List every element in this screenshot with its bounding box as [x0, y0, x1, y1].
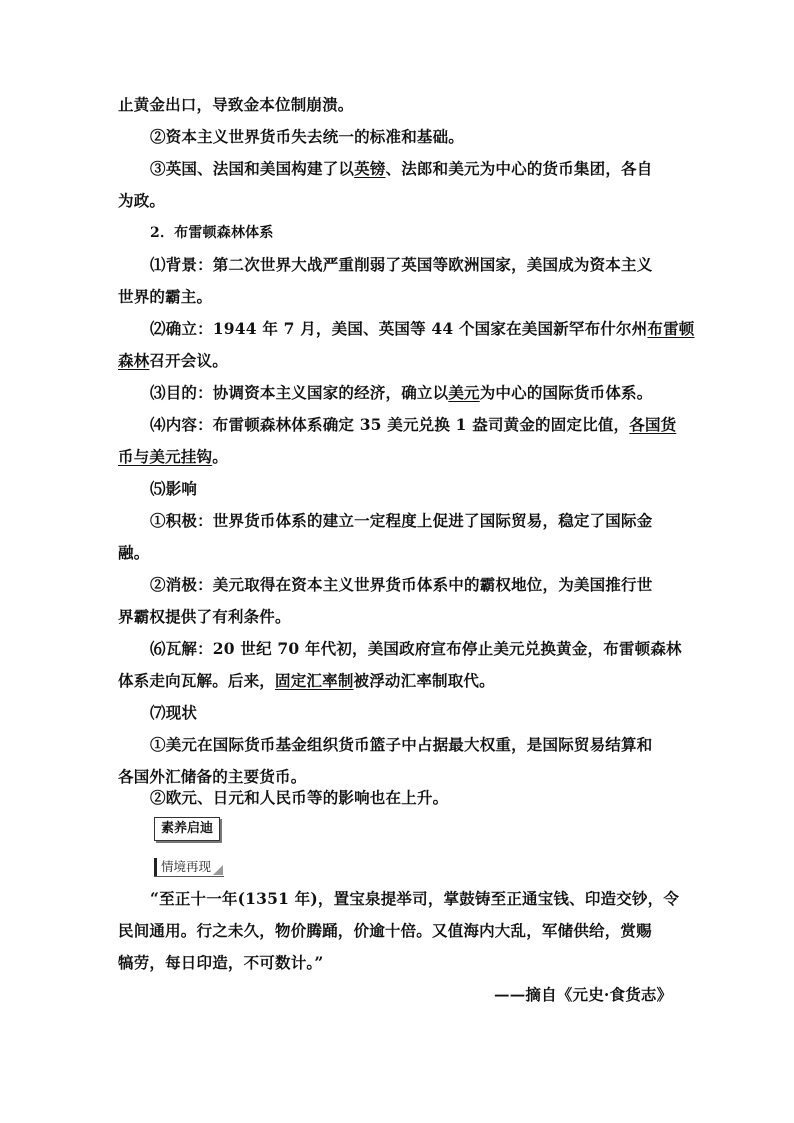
quote-line: “至正十一年(1351 年)，置宝泉提举司，掌鼓铸至正通宝钱、印造交钞，令 — [150, 889, 680, 908]
corner-triangle-icon — [213, 865, 223, 875]
underlined-term: 英镑 — [354, 159, 386, 178]
situation-divider — [154, 876, 224, 877]
text-line: ②欧元、日元和人民币等的影响也在上升。 — [150, 788, 449, 807]
section-tag: 素养启迪 — [154, 817, 220, 841]
quote-line: 犒劳，每日印造，不可数计。” — [118, 953, 324, 972]
text-line: ⑶目的：协调资本主义国家的经济，确立以美元为中心的国际货币体系。 — [150, 383, 653, 402]
text-line: ⑷内容：布雷顿森林体系确定 35 美元兑换 1 盎司黄金的固定比值，各国货 — [150, 415, 677, 434]
text-line: 融。 — [118, 543, 150, 562]
text-line: 止黄金出口，导致金本位制崩溃。 — [118, 95, 354, 114]
text-line: ①积极：世界货币体系的建立一定程度上促进了国际贸易，稳定了国际金 — [150, 511, 653, 530]
text-line: ②资本主义世界货币失去统一的标准和基础。 — [150, 127, 465, 146]
text-line: ②消极：美元取得在资本主义世界货币体系中的霸权地位，为美国推行世 — [150, 575, 653, 594]
quote-source: ——摘自《元史·食货志》 — [494, 985, 673, 1004]
underlined-term: 布雷顿 — [647, 319, 695, 338]
text-line: ⑺现状 — [150, 703, 198, 722]
section-heading: 2．布雷顿森林体系 — [150, 225, 274, 241]
underlined-term: 币与美元挂钩 — [118, 447, 213, 466]
text-line: ⑹瓦解：20 世纪 70 年代初，美国政府宣布停止美元兑换黄金，布雷顿森林 — [150, 639, 682, 658]
underlined-term: 各国货 — [629, 415, 677, 434]
text-line: 体系走向瓦解。后来，固定汇率制被浮动汇率制取代。 — [118, 671, 495, 690]
text-line: 币与美元挂钩。 — [118, 447, 228, 466]
text-line: 各国外汇储备的主要货币。 — [118, 767, 307, 786]
text-line: 为政。 — [118, 191, 166, 210]
underlined-term: 固定汇率制 — [275, 671, 354, 690]
text-line: ⑵确立：1944 年 7 月，美国、英国等 44 个国家在美国新罕布什尔州布雷顿 — [150, 319, 695, 338]
quote-line: 民间通用。行之未久，物价腾踊，价逾十倍。又值海内大乱，军储供给，赏赐 — [118, 921, 652, 940]
text-line: 界霸权提供了有利条件。 — [118, 607, 291, 626]
text-line: ⑸影响 — [150, 479, 198, 498]
underlined-term: 美元 — [448, 383, 480, 402]
situation-header — [154, 857, 223, 877]
situation-bar-icon — [154, 858, 157, 876]
underlined-term: 森林 — [118, 351, 150, 370]
text-line: ③英国、法国和美国构建了以英镑、法郎和美元为中心的货币集团，各自 — [150, 159, 653, 178]
text-line: ⑴背景：第二次世界大战严重削弱了英国等欧洲国家，美国成为资本主义 — [150, 255, 653, 274]
situation-label: 情境再现 — [161, 859, 212, 874]
text-line: 世界的霸主。 — [118, 287, 213, 306]
text-line: ①美元在国际货币基金组织货币篮子中占据最大权重，是国际贸易结算和 — [150, 735, 653, 754]
text-line: 森林召开会议。 — [118, 351, 228, 370]
